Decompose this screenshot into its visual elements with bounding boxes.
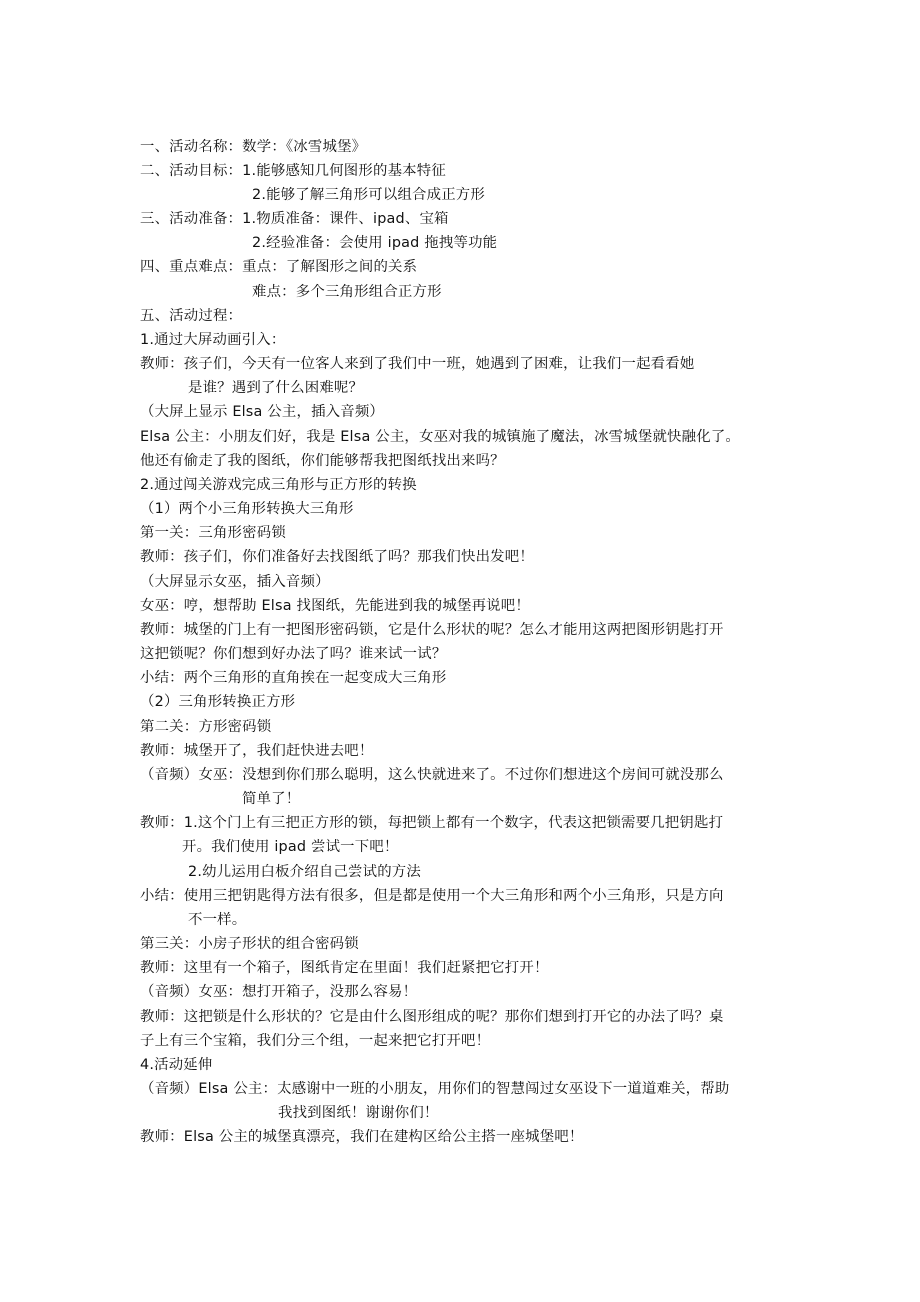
- text-line: 难点：多个三角形组合正方形: [252, 284, 442, 300]
- text-line: Elsa 公主：小朋友们好，我是 Elsa 公主，女巫对我的城镇施了魔法，冰雪城堡就快融化了。: [140, 429, 741, 445]
- text-line: 开。我们使用 ipad 尝试一下吧！: [182, 839, 399, 855]
- text-line: 2.经验准备：会使用 ipad 拖拽等功能: [252, 235, 498, 251]
- text-line: 是谁？遇到了什么困难呢？: [188, 380, 364, 396]
- text-line: 教师：这里有一个箱子，图纸肯定在里面！我们赶紧把它打开！: [140, 960, 549, 976]
- text-line: 教师：这把锁是什么形状的？它是由什么图形组成的呢？那你们想到打开它的办法了吗？桌: [140, 1009, 724, 1025]
- text-line: 三、活动准备：1.物质准备：课件、ipad、宝箱: [140, 211, 449, 227]
- text-line: （大屏显示女巫，插入音频）: [140, 574, 330, 590]
- text-line: 女巫：哼，想帮助 Elsa 找图纸，先能进到我的城堡再说吧！: [140, 598, 530, 614]
- text-line: 1.通过大屏动画引入：: [140, 332, 286, 348]
- text-line: （音频）女巫：想打开箱子，没那么容易！: [140, 984, 418, 1000]
- text-line: （音频）Elsa 公主：太感谢中一班的小朋友，用你们的智慧闯过女巫设下一道道难关，帮助: [140, 1081, 730, 1097]
- text-line: （音频）女巫：没想到你们那么聪明，这么快就进来了。不过你们想进这个房间可就没那么: [140, 767, 724, 783]
- text-line: 4.活动延伸: [140, 1057, 213, 1073]
- text-line: 我找到图纸！谢谢你们！: [278, 1105, 439, 1121]
- text-line: （2）三角形转换正方形: [140, 694, 296, 710]
- text-line: 2.能够了解三角形可以组合成正方形: [252, 187, 485, 203]
- text-line: 教师：1.这个门上有三把正方形的锁，每把锁上都有一个数字，代表这把锁需要几把钥匙打: [140, 815, 724, 831]
- text-line: 小结：两个三角形的直角挨在一起变成大三角形: [140, 670, 447, 686]
- text-line: 第三关：小房子形状的组合密码锁: [140, 936, 359, 952]
- text-line: （大屏上显示 Elsa 公主，插入音频）: [140, 404, 385, 420]
- text-line: （1）两个小三角形转换大三角形: [140, 501, 354, 517]
- text-line: 教师：城堡的门上有一把图形密码锁，它是什么形状的呢？怎么才能用这两把图形钥匙打开: [140, 622, 724, 638]
- text-line: 二、活动目标：1.能够感知几何图形的基本特征: [140, 163, 446, 179]
- text-line: 2.通过闯关游戏完成三角形与正方形的转换: [140, 477, 417, 493]
- text-line: 教师：孩子们，你们准备好去找图纸了吗？那我们快出发吧！: [140, 549, 534, 565]
- text-line: 简单了！: [242, 791, 301, 807]
- text-line: 这把锁呢？你们想到好办法了吗？谁来试一试？: [140, 646, 447, 662]
- text-line: 教师：Elsa 公主的城堡真漂亮，我们在建构区给公主搭一座城堡吧！: [140, 1129, 584, 1145]
- text-line: 第一关：三角形密码锁: [140, 525, 286, 541]
- text-line: 不一样。: [188, 912, 247, 928]
- text-line: 四、重点难点：重点：了解图形之间的关系: [140, 259, 418, 275]
- text-line: 第二关：方形密码锁: [140, 719, 272, 735]
- text-line: 教师：孩子们，今天有一位客人来到了我们中一班，她遇到了困难，让我们一起看看她: [140, 356, 695, 372]
- text-line: 五、活动过程：: [140, 308, 243, 324]
- text-line: 教师：城堡开了，我们赶快进去吧！: [140, 743, 374, 759]
- text-line: 2.幼儿运用白板介绍自己尝试的方法: [188, 864, 421, 880]
- text-line: 一、活动名称：数学：《冰雪城堡》: [140, 139, 367, 155]
- text-line: 子上有三个宝箱，我们分三个组，一起来把它打开吧！: [140, 1033, 491, 1049]
- text-line: 小结：使用三把钥匙得方法有很多，但是都是使用一个大三角形和两个小三角形，只是方向: [140, 888, 724, 904]
- text-line: 他还有偷走了我的图纸，你们能够帮我把图纸找出来吗？: [140, 453, 505, 469]
